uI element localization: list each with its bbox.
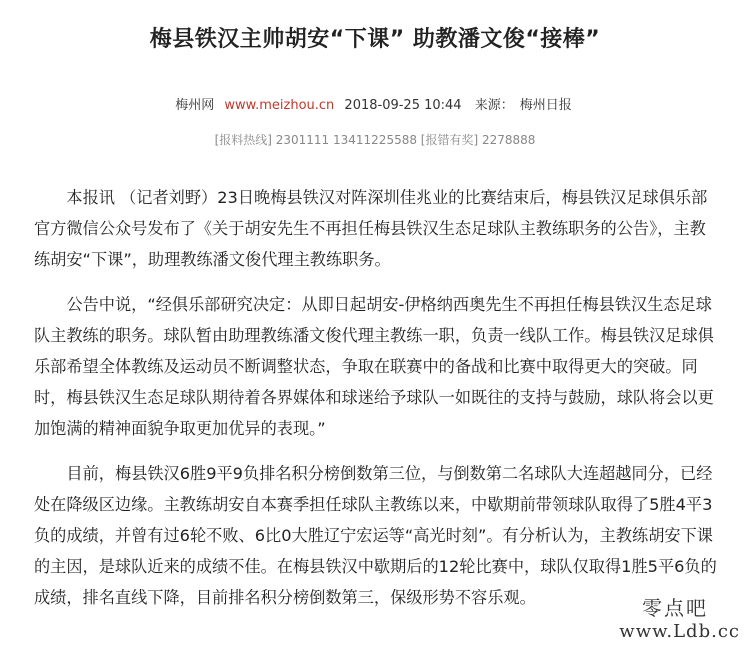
watermark-url: www.Ldb.cc bbox=[619, 621, 740, 642]
article-body bbox=[34, 182, 720, 627]
article-meta bbox=[0, 94, 750, 113]
watermark bbox=[619, 592, 740, 642]
origin-value: 梅州日报 bbox=[519, 98, 572, 113]
paragraph: 公告中说，“经俱乐部研究决定：从即日起胡安-伊格纳西奥先生不再担任梅县铁汉生态足球队主教练的职务。球队暂由助理教练潘文俊代理主教练一职，负责一线队工作。梅县铁汉足球俱乐部希望全体教练及运动员不断调整状态，争取在联赛中的备战和比赛中取得更大的突破。同时，梅县铁汉生态足球队期待着各界媒体和球迷给予球队一如既往的支持与鼓励，球队将会以更加饱满的精神面貌争取更加优异的表现。” bbox=[34, 295, 714, 438]
origin-group bbox=[472, 98, 575, 113]
origin-label: 来源： bbox=[474, 98, 514, 113]
watermark-text: 零点吧 bbox=[642, 596, 708, 620]
paragraph: 本报讯 （记者刘野）23日晚梅县铁汉对阵深圳佳兆业的比赛结束后，梅县铁汉足球俱乐部官方微信公众号发布了《关于胡安先生不再担任梅县铁汉生态足球队主教练职务的公告》，主教练胡安“下课”，助理教练潘文俊代理主教练职务。 bbox=[34, 188, 708, 269]
article-title: 梅县铁汉主帅胡安“下课” 助教潘文俊“接棒” bbox=[149, 27, 601, 52]
source-url-link[interactable]: www.meizhou.cn bbox=[224, 98, 335, 113]
publish-datetime: 2018-09-25 10:44 bbox=[344, 98, 462, 113]
paragraph: 目前，梅县铁汉6胜9平9负排名积分榜倒数第三位，与倒数第二名球队大连超越同分，已经处在降级区边缘。主教练胡安自本赛季担任球队主教练以来，中歇期前带领球队取得了5胜4平3负的成绩，并曾有过6轮不败、6比0大胜辽宁宏运等“高光时刻”。有分析认为，主教练胡安下课的主因，是球队近来的成绩不佳。在梅县铁汉中歇期后的12轮比赛中，球队仅取得1胜5平6负的成绩，排名直线下降，目前排名积分榜倒数第三，保级形势不容乐观。 bbox=[34, 464, 717, 607]
source-name: 梅州网 bbox=[175, 98, 215, 113]
hotline-info: [报料热线] 2301111 13411225588 [报错有奖] 2278888 bbox=[214, 133, 536, 147]
